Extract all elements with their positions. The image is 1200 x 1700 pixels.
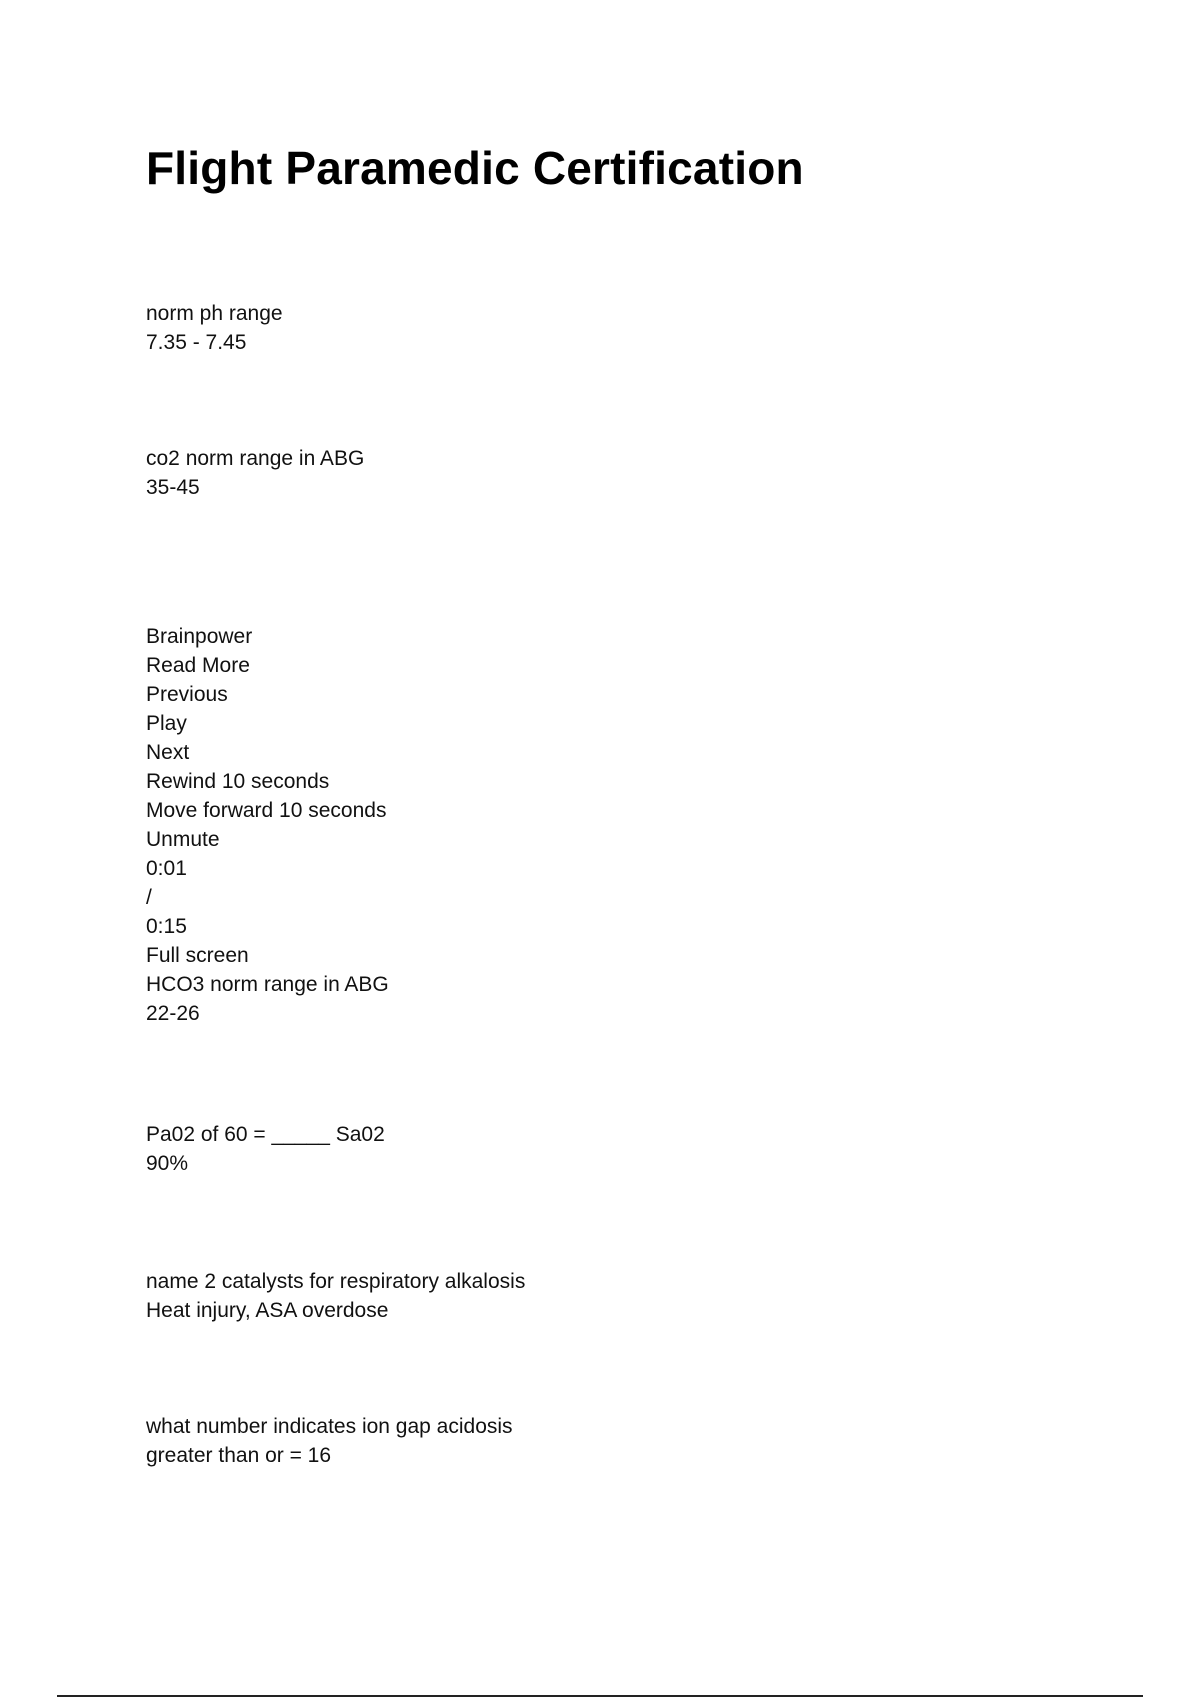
read-more-link[interactable]: Read More — [146, 654, 250, 677]
page-title: Flight Paramedic Certification — [146, 142, 804, 194]
flashcard-question: HCO3 norm range in ABG — [146, 973, 389, 996]
unmute-button[interactable]: Unmute — [146, 828, 220, 851]
flashcard-answer: 90% — [146, 1152, 189, 1175]
flashcard-question: co2 norm range in ABG — [146, 447, 365, 470]
previous-button[interactable]: Previous — [146, 683, 228, 706]
flashcard-answer: Heat injury, ASA overdose — [146, 1299, 389, 1322]
full-screen-button[interactable]: Full screen — [146, 944, 249, 967]
flashcard-answer: 7.35 - 7.45 — [146, 331, 247, 354]
flashcard — [146, 299, 283, 357]
current-time: 0:01 — [146, 857, 187, 880]
flashcard-answer: 22-26 — [146, 1002, 200, 1025]
media-player-text — [146, 622, 389, 1028]
next-button[interactable]: Next — [146, 741, 190, 764]
flashcard — [146, 1120, 385, 1178]
forward-button[interactable]: Move forward 10 seconds — [146, 799, 387, 822]
flashcard-answer: 35-45 — [146, 476, 200, 499]
duration: 0:15 — [146, 915, 187, 938]
flashcard-question: norm ph range — [146, 302, 283, 325]
brainpower-label: Brainpower — [146, 625, 253, 648]
flashcard-answer: greater than or = 16 — [146, 1444, 332, 1467]
flashcard-question: Pa02 of 60 = _____ Sa02 — [146, 1123, 385, 1146]
time-separator: / — [146, 886, 152, 909]
flashcard — [146, 1267, 525, 1325]
flashcard — [146, 444, 364, 502]
bottom-divider — [57, 1695, 1143, 1697]
flashcard-question: what number indicates ion gap acidosis — [146, 1415, 513, 1438]
play-button[interactable]: Play — [146, 712, 187, 735]
flashcard-question: name 2 catalysts for respiratory alkalosis — [146, 1270, 526, 1293]
rewind-button[interactable]: Rewind 10 seconds — [146, 770, 330, 793]
flashcard — [146, 1412, 513, 1470]
